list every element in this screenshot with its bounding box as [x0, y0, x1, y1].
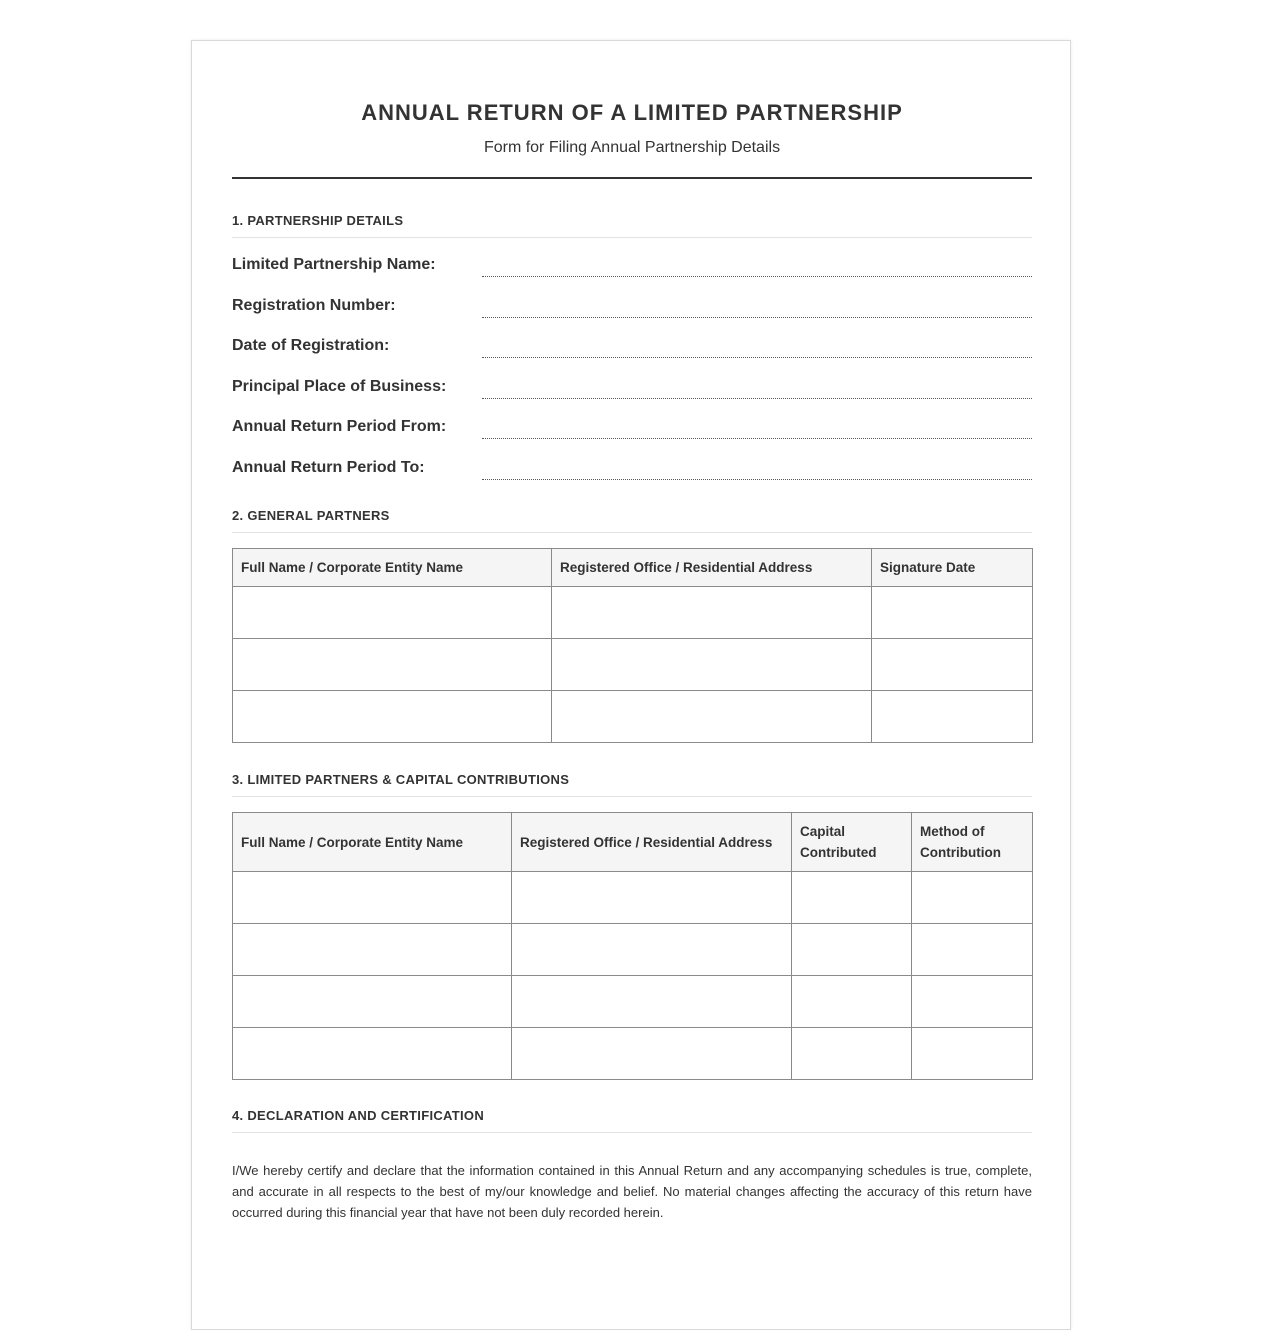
- column-header: Full Name / Corporate Entity Name: [233, 813, 512, 872]
- table-cell[interactable]: [512, 924, 792, 976]
- column-header: Registered Office / Residential Address: [552, 549, 872, 587]
- title-divider: [232, 177, 1032, 179]
- form-subtitle: Form for Filing Annual Partnership Details: [483, 139, 781, 156]
- table-cell[interactable]: [233, 976, 512, 1028]
- table-cell[interactable]: [792, 872, 912, 924]
- column-header: Signature Date: [872, 549, 1033, 587]
- principal-place-of-business-input[interactable]: [482, 398, 1032, 399]
- table-header-row: [233, 813, 1033, 872]
- general-partners-table: [232, 548, 1033, 743]
- field-label: Principal Place of Business:: [232, 378, 447, 395]
- table-cell[interactable]: [233, 639, 552, 691]
- table-cell[interactable]: [872, 587, 1033, 639]
- table-cell[interactable]: [233, 587, 552, 639]
- field-registration-number: [232, 291, 1032, 321]
- table-cell[interactable]: [912, 924, 1033, 976]
- form-page: [191, 40, 1071, 1330]
- table-cell[interactable]: [552, 691, 872, 743]
- table-cell[interactable]: [233, 872, 512, 924]
- table-cell[interactable]: [552, 639, 872, 691]
- field-label: Annual Return Period To:: [232, 459, 425, 476]
- table-header-row: [233, 549, 1033, 587]
- field-label: Annual Return Period From:: [232, 418, 447, 435]
- table-cell[interactable]: [233, 1028, 512, 1080]
- column-header: Capital Contributed: [792, 813, 912, 872]
- field-return-period-to: [232, 453, 1032, 483]
- table-row: [233, 691, 1033, 743]
- table-cell[interactable]: [912, 976, 1033, 1028]
- column-header: Full Name / Corporate Entity Name: [233, 549, 552, 587]
- table-cell[interactable]: [792, 1028, 912, 1080]
- table-cell[interactable]: [233, 691, 552, 743]
- field-date-of-registration: [232, 331, 1032, 361]
- section-heading-limited-partners: 3. LIMITED PARTNERS & CAPITAL CONTRIBUTIONS: [232, 772, 1032, 797]
- column-header: Method of Contribution: [912, 813, 1033, 872]
- table-cell[interactable]: [912, 872, 1033, 924]
- table-row: [233, 976, 1033, 1028]
- section-heading-partnership-details: 1. PARTNERSHIP DETAILS: [232, 213, 1032, 238]
- field-label: Limited Partnership Name:: [232, 256, 436, 273]
- registration-number-input[interactable]: [482, 317, 1032, 318]
- return-period-from-input[interactable]: [482, 438, 1032, 439]
- section-heading-declaration: 4. DECLARATION AND CERTIFICATION: [232, 1108, 1032, 1133]
- return-period-to-input[interactable]: [482, 479, 1032, 480]
- declaration-text: I/We hereby certify and declare that the information contained in this Annual Return and any accompanying schedules is true, complete, and accurate in all respects to the best of my/our knowledge and belief. No material changes affecting the accuracy of this return have occurred during this financial year that have not been duly recorded herein.: [232, 1163, 1032, 1220]
- date-of-registration-input[interactable]: [482, 357, 1032, 358]
- table-cell[interactable]: [792, 976, 912, 1028]
- table-cell[interactable]: [233, 924, 512, 976]
- form-title: ANNUAL RETURN OF A LIMITED PARTNERSHIP: [361, 100, 903, 125]
- table-cell[interactable]: [792, 924, 912, 976]
- field-label: Date of Registration:: [232, 337, 390, 354]
- field-principal-place-of-business: [232, 372, 1032, 402]
- table-row: [233, 872, 1033, 924]
- limited-partners-table: [232, 812, 1033, 1080]
- table-cell[interactable]: [512, 976, 792, 1028]
- partnership-name-input[interactable]: [482, 276, 1032, 277]
- table-row: [233, 924, 1033, 976]
- section-heading-general-partners: 2. GENERAL PARTNERS: [232, 508, 1032, 533]
- column-header: Registered Office / Residential Address: [512, 813, 792, 872]
- table-cell[interactable]: [872, 639, 1033, 691]
- table-row: [233, 639, 1033, 691]
- field-return-period-from: [232, 412, 1032, 442]
- table-cell[interactable]: [512, 872, 792, 924]
- field-partnership-name: [232, 250, 1032, 280]
- table-cell[interactable]: [512, 1028, 792, 1080]
- field-label: Registration Number:: [232, 297, 396, 314]
- table-row: [233, 587, 1033, 639]
- table-cell[interactable]: [912, 1028, 1033, 1080]
- table-cell[interactable]: [552, 587, 872, 639]
- table-cell[interactable]: [872, 691, 1033, 743]
- table-row: [233, 1028, 1033, 1080]
